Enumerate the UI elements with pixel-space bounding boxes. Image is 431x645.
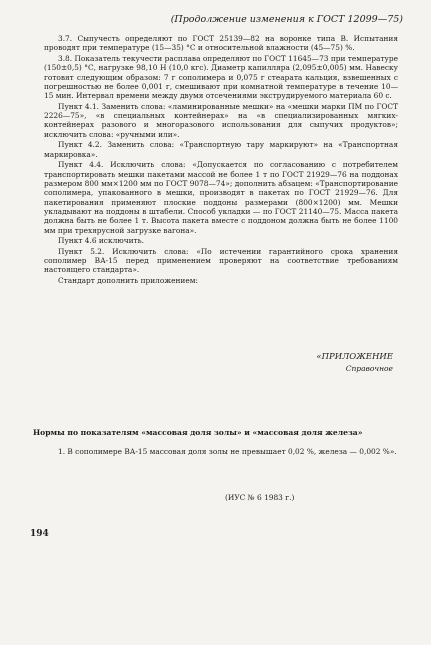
paragraph-4-6: Пункт 4.6 исключить. (58, 236, 144, 246)
continuation-header: (Продолжение изменения к ГОСТ 12099—75) (170, 14, 403, 25)
paragraph-4-1: Пункт 4.1. Заменить слова: «ламинированные мешки» на «мешки марки ПМ по ГОСТ 2226—75», «в специальных контейнерах» на «в специализированных мягких-контейнерах разового и многоразового использования для сыпучих продуктов»; исключить слова: «ручными или». (44, 101, 398, 139)
paragraph-4-2: Пункт 4.2. Заменить слова: «Транспортную тару маркируют» на «Транспортная маркировка». (44, 140, 398, 159)
paragraph-3-7: 3.7. Сыпучесть определяют по ГОСТ 25139—82 на воронке типа В. Испытания проводят при температуре (15—35) °С и относительной влажности (45—75) %. (44, 34, 398, 53)
paragraph-3-8: 3.8. Показатель текучести расплава определяют по ГОСТ 11645—73 при температуре (150±0,5) °С, нагрузке 98,10 Н (10,0 кгс). Диаметр капилляра (2,095±0,005) мм. Навеску готовят следующим образом: 7 г сополимера и 0,075 г стеарата кальция, взвешенных с погрешностью не более 0,001 г, смешивают при комнатной температуре в течение 10—15 мин. Интервал времени между двумя отсечениями экструдируемого материала 60 с. (44, 53, 398, 101)
page-number: 194 (30, 529, 49, 539)
paragraph-appendix-intro: Стандарт дополнить приложением: (58, 275, 198, 285)
paragraph-5-2: Пункт 5.2. Исключить слова: «По истечении гарантийного срока хранения сополимер ВА-15 перед применением проверяют на соответствие требованиям настоящего стандарта». (44, 246, 398, 275)
appendix-text (44, 447, 398, 456)
main-text (44, 34, 398, 286)
appendix-label-title: «ПРИЛОЖЕНИЕ (316, 352, 393, 362)
appendix-title: Нормы по показателям «массовая доля золы» и «массовая доля железа» (33, 428, 363, 437)
appendix-label-sub: Справочное (345, 364, 393, 373)
ius-reference: (ИУС № 6 1983 г.) (225, 493, 295, 502)
appendix-item-1: 1. В сополимере ВА-15 массовая доля золы не превышает 0,02 %, железа — 0,002 %». (58, 447, 397, 456)
paragraph-4-4: Пункт 4.4. Исключить слова: «Допускается по согласованию с потребителем транспортировать мешки пакетами массой не более 1 т по ГОСТ 21929—76 на поддонах размером 800 мм×1200 мм по ГОСТ 9078—74»; дополнить абзацем: «Транспортирование сополимера, упакованного в мешки, производят в пакетах по ГОСТ 21929—76. Для пакетирования применяют плоские поддоны размерами (800×1200) мм. Мешки укладывают на поддоны в штабели. Способ укладки — по ГОСТ 21140—75. Масса пакета должна быть не более 1 т. Высота пакета вместе с поддоном должна быть не более 1100 мм при трехярусной загрузке вагона». (44, 160, 398, 235)
appendix-label (316, 352, 393, 374)
